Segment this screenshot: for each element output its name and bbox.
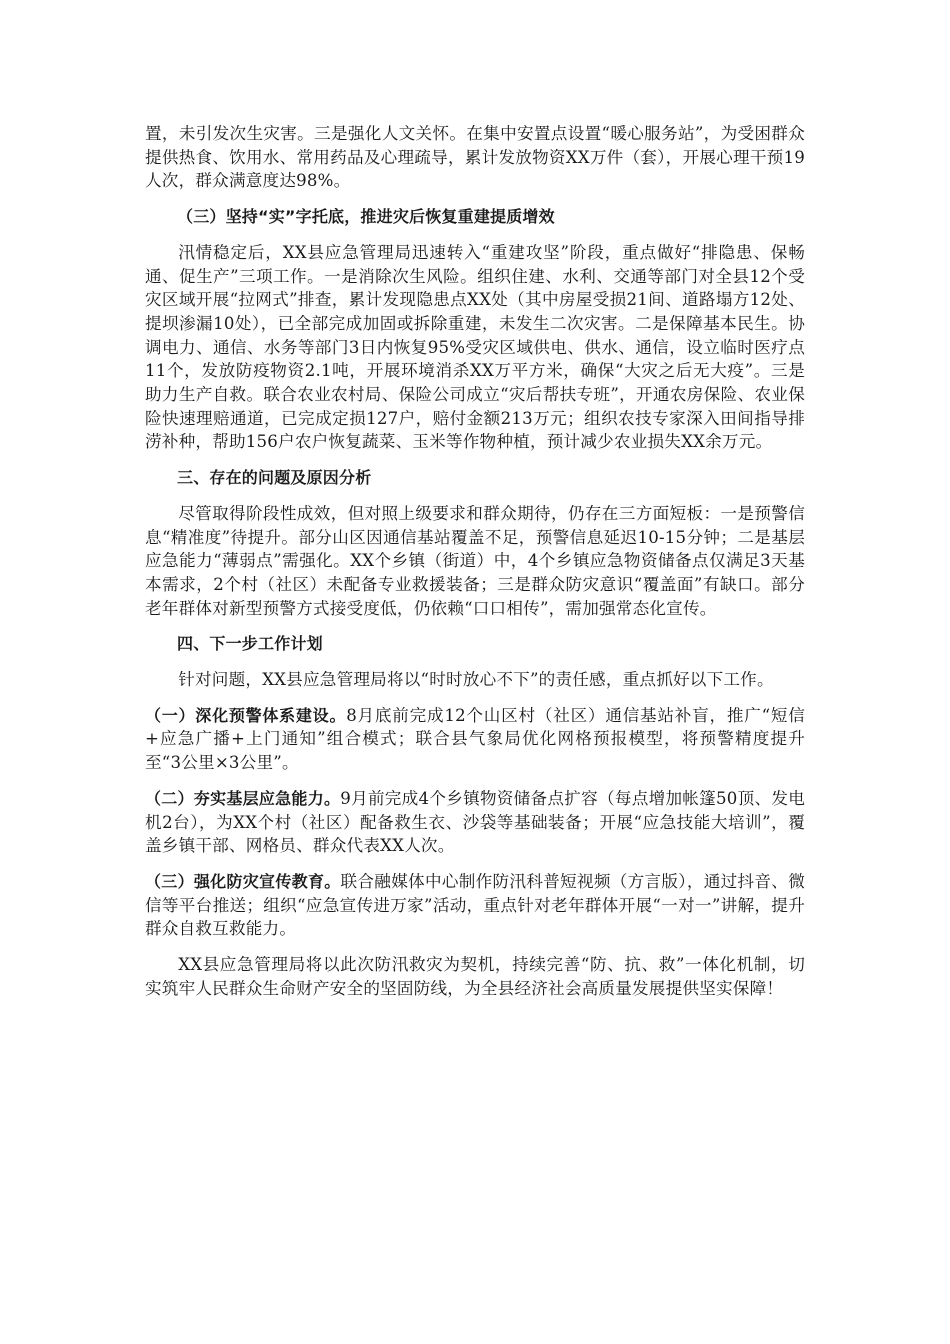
paragraph-recovery: 汛情稳定后，XX县应急管理局迅速转入“重建攻坚”阶段，重点做好“排隐患、保畅通、促生产”三项工作。一是消除次生风险。组织住建、水利、交通等部门对全县12个受灾区域开展“拉网式”排查，累计发现隐患点XX处（其中房屋受损21间、道路塌方12处、提坝渗漏10处），已全部完成加固或拆除重建，未发生二次灾害。二是保障基本民生。协调电力、通信、水务等部门3日内恢复95%受灾区域供电、供水、通信，设立临时医疗点11个，发放防疫物资2.1吨，开展环境消杀XX万平方米，确保“大灾之后无大疫”。三是助力生产自救。联合农业农村局、保险公司成立“灾后帮扶专班”，开通农房保险、农业保险快速理赔通道，已完成定损127户，赔付金额213万元；组织农技专家深入田间指导排涝补种，帮助156户农户恢复蔬菜、玉米等作物种植，预计减少农业损失XX余万元。 — [145, 242, 805, 452]
subsection-heading-recovery: （三）坚持“实”字托底，推进灾后恢复重建提质增效 — [177, 207, 555, 227]
section-heading-problems: 三、存在的问题及原因分析 — [177, 468, 372, 488]
plan-item-body: 8月底前完成12个山区村（社区）通信基站补盲，推广“短信+应急广播+上门通知”组合模式；联合县气象局优化网格预报模型，将预警精度提升至“3公里×3公里”。 — [145, 705, 805, 773]
plan-item-grassroots-capacity — [145, 787, 805, 858]
plan-item-body: 9月前完成4个乡镇物资储备点扩容（每点增加帐篷50顶、发电机2台），为XX个村（社区）配备救生衣、沙袋等基础装备；开展“应急技能大培训”，覆盖乡镇干部、网格员、群众代表XX人次。 — [145, 788, 806, 856]
plan-item-warning-system — [145, 704, 805, 775]
plan-item-heading: （一）深化预警体系建设。 — [145, 705, 347, 725]
plan-item-heading: （三）强化防灾宣传教育。 — [145, 871, 341, 891]
plan-item-body: 联合融媒体中心制作防汛科普短视频（方言版），通过抖音、微信等平台推送；组织“应急宣传进万家”活动，重点针对老年群体开展“一对一”讲解，提升群众自救互救能力。 — [145, 871, 805, 939]
plan-item-heading: （二）夯实基层应急能力。 — [145, 788, 341, 808]
section-heading-plan: 四、下一步工作计划 — [177, 634, 323, 654]
paragraph-continued: 置，未引发次生灾害。三是强化人文关怀。在集中安置点设置“暖心服务站”，为受困群众提供热食、饮用水、常用药品及心理疏导，累计发放物资XX万件（套），开展心理干预19人次，群众满意度达98%。 — [145, 124, 805, 191]
paragraph-problems: 尽管取得阶段性成效，但对照上级要求和群众期待，仍存在三方面短板：一是预警信息“精准度”待提升。部分山区因通信基站覆盖不足，预警信息延迟10-15分钟；二是基层应急能力“薄弱点”需强化。XX个乡镇（街道）中，4个乡镇应急物资储备点仅满足3天基本需求，2个村（社区）未配备专业救援装备；三是群众防灾意识“覆盖面”有缺口。部分老年群体对新型预警方式接受度低，仍依赖“口口相传”，需加强常态化宣传。 — [145, 503, 805, 618]
plan-item-publicity-education — [145, 870, 805, 941]
document-page — [145, 122, 805, 1013]
paragraph-plan-intro: 针对问题，XX县应急管理局将以“时时放心不下”的责任感，重点抓好以下工作。 — [178, 670, 774, 690]
paragraph-closing: XX县应急管理局将以此次防汛救灾为契机，持续完善“防、抗、救”一体化机制，切实筑牢人民群众生命财产安全的坚固防线，为全县经济社会高质量发展提供坚实保障！ — [145, 955, 805, 998]
